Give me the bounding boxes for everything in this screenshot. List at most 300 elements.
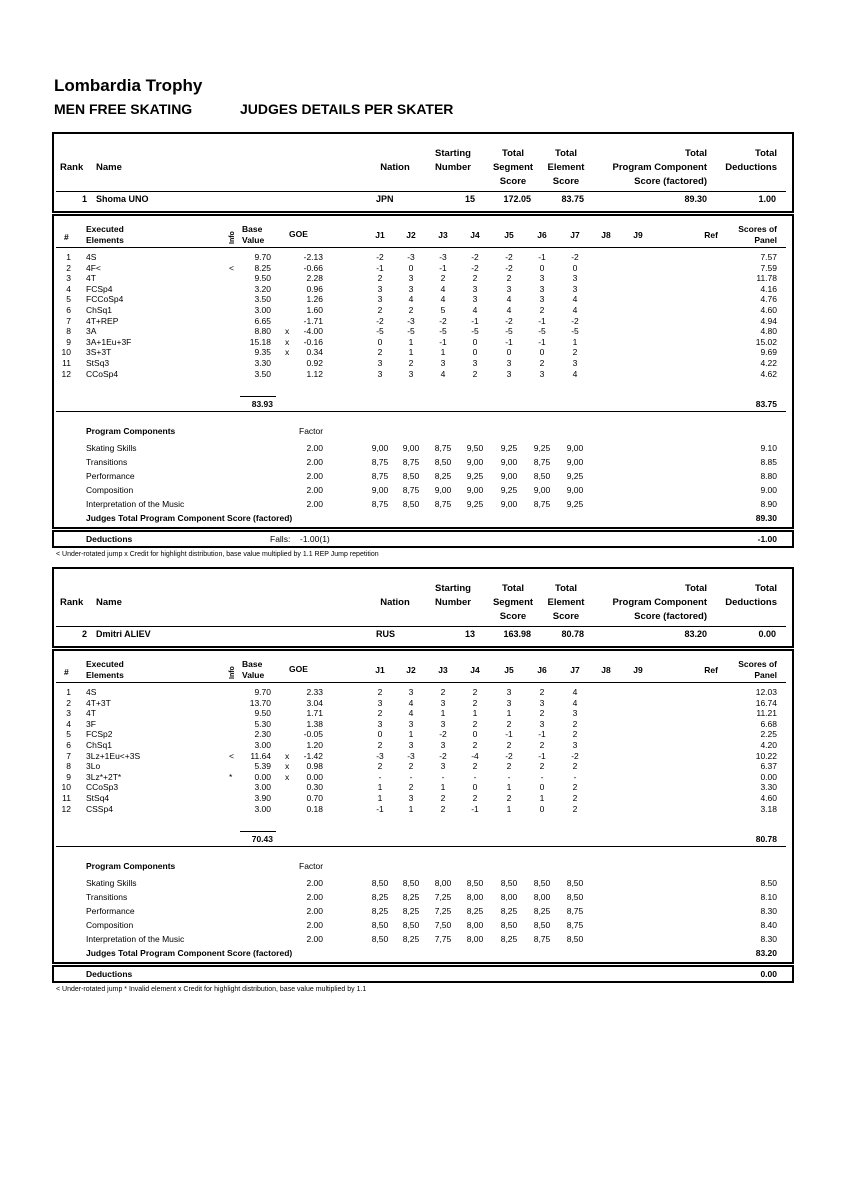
rank-label: Rank: [60, 597, 84, 608]
element-goe: 1.26: [306, 294, 323, 305]
element-panel-score: 0.00: [760, 771, 777, 782]
element-code: StSq3: [86, 358, 110, 368]
component-judge-score: 8,50: [566, 934, 584, 944]
element-base-value: 13.70: [249, 697, 271, 708]
component-factor: 2.00: [306, 920, 323, 930]
element-judge-score: -5: [376, 326, 384, 337]
divider: [240, 396, 276, 397]
component-judge-score: 8,75: [402, 457, 420, 467]
skater-nation: JPN: [376, 194, 394, 204]
col-base-label: Value: [242, 235, 265, 245]
element-code: CCoSp3: [86, 782, 119, 793]
element-judge-score: 4: [472, 305, 478, 315]
element-judge-score: 3: [408, 687, 414, 697]
element-judge-score: 4: [408, 294, 414, 305]
element-base-value: 5.30: [254, 718, 271, 729]
component-panel-score: 9.00: [760, 485, 777, 495]
skater-tes: 80.78: [561, 629, 584, 639]
component-panel-score: 8.85: [760, 457, 777, 467]
element-code: 3Lo: [86, 761, 101, 772]
component-judge-score: 8,25: [533, 906, 551, 916]
element-judge-score: 2: [572, 729, 578, 740]
element-code: 4S: [86, 687, 97, 697]
element-judge-score: 2: [440, 793, 446, 803]
element-code: FCSp2: [86, 729, 113, 740]
element-judge-score: -5: [571, 326, 579, 337]
component-judge-score: 9,00: [500, 471, 518, 481]
element-info: <: [229, 262, 234, 273]
component-judge-score: 8,50: [371, 920, 389, 930]
component-factor: 2.00: [306, 471, 323, 481]
element-judge-score: 3: [572, 283, 578, 294]
element-code: ChSq1: [86, 740, 112, 750]
element-panel-score: 4.62: [760, 368, 777, 379]
component-judge-score: 8,00: [434, 878, 452, 888]
element-judge-score: -2: [505, 252, 513, 262]
ded-label: Deductions: [725, 162, 777, 173]
component-judge-score: 9,00: [566, 443, 584, 453]
element-judge-score: 1: [408, 336, 414, 347]
component-judge-score: 9,00: [566, 457, 584, 467]
element-base-value: 3.00: [254, 803, 271, 814]
element-number: 3: [66, 708, 71, 719]
col-panel-label: Scores of: [738, 659, 777, 669]
element-judge-score: -2: [376, 315, 384, 326]
component-judge-score: 9,00: [402, 443, 420, 453]
element-judge-score: -3: [439, 252, 447, 262]
component-judge-score: 9,25: [500, 485, 518, 495]
component-judge-score: 8,25: [402, 906, 420, 916]
component-judge-score: 9,25: [466, 471, 484, 481]
element-judge-score: 0: [539, 803, 545, 814]
element-bonus-mark: x: [285, 750, 290, 761]
component-judge-score: 8,50: [402, 499, 420, 509]
element-judge-score: 2: [377, 687, 383, 697]
element-number: 8: [66, 326, 71, 337]
element-panel-score: 3.18: [760, 803, 777, 814]
element-panel-score: 3.30: [760, 782, 777, 793]
col-base-label: Base: [242, 224, 263, 234]
component-judge-score: 8,00: [500, 892, 518, 902]
element-number: 9: [66, 336, 71, 347]
element-code: 4T: [86, 273, 96, 284]
element-number: 10: [61, 782, 71, 793]
element-judge-score: -: [378, 771, 382, 782]
element-judge-score: 4: [572, 368, 578, 379]
element-judge-score: -5: [439, 326, 447, 337]
component-panel-score: 8.30: [760, 906, 777, 916]
starting-label: Starting: [435, 583, 471, 594]
element-judge-score: 0: [377, 336, 383, 347]
element-judge-score: 1: [377, 782, 383, 793]
element-judge-score: 3: [440, 358, 446, 368]
component-judge-score: 8,50: [371, 878, 389, 888]
element-judge-score: 3: [377, 358, 383, 368]
col-num-label: #: [64, 667, 69, 677]
skater-nation: RUS: [376, 629, 396, 639]
component-name: Skating Skills: [86, 443, 137, 453]
component-factor: 2.00: [306, 457, 323, 467]
component-judge-score: 8,75: [371, 499, 389, 509]
element-code: 4T: [86, 708, 96, 719]
element-code: CCoSp4: [86, 368, 119, 379]
component-judge-score: 9,00: [500, 499, 518, 509]
element-panel-score: 4.22: [760, 358, 777, 368]
element-judge-score: 1: [377, 793, 383, 803]
component-panel-score: 8.80: [760, 471, 777, 481]
element-base-value: 3.90: [254, 793, 271, 803]
factor-label: Factor: [299, 426, 324, 436]
component-judge-score: 8,50: [533, 878, 551, 888]
col-judge-label: J2: [406, 230, 416, 240]
component-factor: 2.00: [306, 892, 323, 902]
component-judge-score: 8,50: [434, 457, 452, 467]
element-base-value: 3.00: [254, 305, 271, 315]
element-judge-score: -3: [407, 750, 415, 761]
element-judge-score: 2: [408, 782, 414, 793]
element-judge-score: 2: [506, 718, 512, 729]
element-judge-score: 3: [377, 718, 383, 729]
component-judge-score: 8,00: [466, 920, 484, 930]
element-judge-score: 2: [506, 761, 512, 772]
col-info-label: Info: [229, 231, 236, 244]
col-num-label: #: [64, 232, 69, 242]
col-judge-label: J4: [470, 665, 480, 675]
element-panel-score: 11.21: [756, 708, 777, 719]
element-goe: 0.98: [306, 761, 323, 772]
element-panel-score: 7.57: [760, 252, 777, 262]
element-judge-score: 4: [572, 697, 578, 708]
element-judge-score: 4: [572, 305, 578, 315]
element-code: 4F<: [86, 262, 101, 273]
nation-label: Nation: [380, 162, 410, 173]
component-judge-score: 9,25: [466, 499, 484, 509]
pcs-panel-total: 83.20: [755, 948, 777, 958]
element-judge-score: 3: [539, 718, 545, 729]
component-judge-score: 8,75: [533, 457, 551, 467]
element-panel-score: 6.68: [760, 718, 777, 729]
element-goe: 2.28: [306, 273, 323, 284]
element-goe: 1.71: [306, 708, 323, 719]
element-code: 4T+3T: [86, 697, 111, 708]
starting-label: Number: [435, 597, 471, 608]
element-goe: 0.00: [306, 771, 323, 782]
col-judge-label: J5: [504, 665, 514, 675]
element-base-value: 9.70: [254, 252, 271, 262]
element-judge-score: 3: [572, 740, 578, 750]
component-judge-score: 8,25: [466, 906, 484, 916]
skater-pcs: 89.30: [684, 194, 707, 204]
element-judge-score: 2: [539, 740, 545, 750]
element-goe: 0.34: [306, 347, 323, 358]
element-judge-score: 4: [440, 368, 446, 379]
component-judge-score: 8,50: [466, 878, 484, 888]
element-judge-score: -1: [376, 262, 384, 273]
element-goe: -2.13: [303, 252, 323, 262]
element-judge-score: 2: [539, 708, 545, 719]
element-judge-score: 4: [440, 283, 446, 294]
col-exec-label: Elements: [86, 235, 124, 245]
judges-total-label: Judges Total Program Component Score (factored): [86, 513, 293, 523]
element-number: 4: [66, 283, 71, 294]
element-judge-score: 2: [572, 718, 578, 729]
event-title: Lombardia Trophy: [54, 76, 203, 95]
col-judge-label: J9: [633, 230, 643, 240]
element-judge-score: 0: [506, 347, 512, 358]
element-judge-score: 3: [539, 368, 545, 379]
pcs-label: Total: [685, 148, 707, 159]
element-judge-score: 5: [440, 305, 446, 315]
element-panel-score: 4.76: [760, 294, 777, 305]
component-name: Performance: [86, 906, 135, 916]
tes-label: Score: [552, 176, 580, 187]
element-judge-score: -1: [505, 729, 513, 740]
component-panel-score: 8.10: [760, 892, 777, 902]
element-panel-score: 9.69: [760, 347, 777, 358]
component-judge-score: 8,50: [402, 878, 420, 888]
element-judge-score: -: [507, 771, 511, 782]
component-judge-score: 8,50: [533, 471, 551, 481]
element-judge-score: -2: [505, 262, 513, 273]
element-panel-score: 4.60: [760, 305, 777, 315]
element-judge-score: -2: [571, 315, 579, 326]
element-goe: -0.66: [303, 262, 323, 273]
element-judge-score: 2: [472, 718, 478, 729]
element-goe: 1.12: [306, 368, 323, 379]
element-number: 11: [62, 793, 71, 803]
component-judge-score: 8,75: [566, 906, 584, 916]
name-label: Name: [96, 162, 122, 173]
element-judge-score: -1: [538, 315, 546, 326]
element-number: 2: [66, 697, 71, 708]
element-panel-score: 7.59: [760, 262, 777, 273]
component-name: Transitions: [86, 892, 128, 902]
element-base-value: 3.50: [254, 368, 271, 379]
element-number: 5: [66, 294, 71, 305]
element-panel-score: 4.60: [760, 793, 777, 803]
skater-start-number: 13: [464, 629, 475, 639]
element-judge-score: 3: [472, 294, 478, 305]
component-panel-score: 8.30: [760, 934, 777, 944]
pcs-label: Total: [685, 583, 707, 594]
element-judge-score: -4: [471, 750, 479, 761]
ded-label: Total: [755, 583, 777, 594]
component-judge-score: 8,75: [533, 934, 551, 944]
element-judge-score: 2: [539, 358, 545, 368]
element-judge-score: 3: [472, 283, 478, 294]
element-base-value: 8.80: [254, 326, 271, 337]
element-base-value: 3.50: [254, 294, 271, 305]
element-judge-score: 3: [572, 358, 578, 368]
component-judge-score: 8,00: [466, 934, 484, 944]
element-goe: -0.16: [303, 336, 323, 347]
component-judge-score: 8,75: [533, 499, 551, 509]
element-judge-score: -2: [471, 262, 479, 273]
component-name: Transitions: [86, 457, 128, 467]
element-judge-score: 2: [377, 305, 383, 315]
element-goe: 0.18: [306, 803, 323, 814]
element-judge-score: 3: [440, 761, 446, 772]
element-judge-score: 2: [572, 803, 578, 814]
ded-label: Deductions: [725, 597, 777, 608]
tes-label: Score: [552, 611, 580, 622]
element-judge-score: -2: [571, 750, 579, 761]
element-code: FCSp4: [86, 283, 113, 294]
col-judge-label: J7: [570, 665, 580, 675]
element-code: 4T+REP: [86, 315, 119, 326]
element-judge-score: 3: [408, 740, 414, 750]
component-judge-score: 8,75: [371, 457, 389, 467]
element-judge-score: -: [409, 771, 413, 782]
element-judge-score: 3: [539, 273, 545, 284]
col-judge-label: J3: [438, 230, 448, 240]
element-judge-score: 1: [506, 803, 512, 814]
element-judge-score: 0: [472, 782, 478, 793]
element-judge-score: -1: [538, 252, 546, 262]
element-judge-score: 2: [472, 697, 478, 708]
component-judge-score: 8,50: [566, 892, 584, 902]
tes-label: Total: [555, 583, 577, 594]
col-judge-label: J7: [570, 230, 580, 240]
col-judge-label: J1: [375, 665, 385, 675]
skater-pcs: 83.20: [684, 629, 707, 639]
component-judge-score: 8,25: [500, 934, 518, 944]
element-number: 11: [62, 358, 71, 368]
element-judge-score: 4: [506, 305, 512, 315]
skater-tss: 172.05: [503, 194, 531, 204]
element-judge-score: 2: [506, 740, 512, 750]
element-judge-score: 1: [408, 729, 414, 740]
element-goe: 3.04: [306, 697, 323, 708]
component-judge-score: 8,50: [371, 934, 389, 944]
element-panel-score: 16.74: [755, 697, 777, 708]
element-code: CSSp4: [86, 803, 113, 814]
component-judge-score: 8,50: [500, 878, 518, 888]
col-panel-label: Scores of: [738, 224, 777, 234]
component-judge-score: 8,25: [371, 906, 389, 916]
component-judge-score: 9,00: [533, 485, 551, 495]
element-judge-score: -5: [505, 326, 513, 337]
element-judge-score: -5: [538, 326, 546, 337]
divider: [240, 831, 276, 832]
element-code: 3A: [86, 326, 97, 337]
element-judge-score: 4: [572, 687, 578, 697]
element-judge-score: -1: [538, 750, 546, 761]
element-judge-score: 0: [472, 347, 478, 358]
pcs-panel-total: 89.30: [755, 513, 777, 523]
judges-total-label: Judges Total Program Component Score (factored): [86, 948, 293, 958]
element-goe: 0.70: [306, 793, 323, 803]
col-ref-label: Ref: [704, 230, 718, 240]
element-judge-score: 1: [408, 803, 414, 814]
element-judge-score: 3: [506, 687, 512, 697]
element-judge-score: 2: [539, 761, 545, 772]
col-judge-label: J4: [470, 230, 480, 240]
divider: [56, 626, 786, 627]
col-judge-label: J9: [633, 665, 643, 675]
element-number: 2: [66, 262, 71, 273]
element-judge-score: 3: [506, 358, 512, 368]
col-judge-label: J1: [375, 230, 385, 240]
element-base-value: 0.00: [254, 771, 271, 782]
ded-label: Total: [755, 148, 777, 159]
tes-label: Element: [547, 162, 585, 173]
element-judge-score: 3: [377, 368, 383, 379]
element-judge-score: 0: [408, 262, 414, 273]
col-info-label: Info: [229, 666, 236, 679]
footnote: < Under-rotated jump x Credit for highlight distribution, base value multiplied by 1.1 REP Jump repetition: [56, 551, 379, 558]
element-judge-score: 1: [440, 347, 446, 358]
element-judge-score: 2: [472, 740, 478, 750]
element-code: StSq4: [86, 793, 110, 803]
component-factor: 2.00: [306, 485, 323, 495]
component-judge-score: 8,75: [434, 499, 452, 509]
element-goe: 1.20: [306, 740, 323, 750]
col-judge-label: J2: [406, 665, 416, 675]
pcs-label: Score (factored): [634, 611, 707, 622]
component-judge-score: 9,00: [500, 457, 518, 467]
element-judge-score: 2: [539, 687, 545, 697]
element-judge-score: 2: [572, 782, 578, 793]
tss-label: Segment: [492, 597, 534, 608]
component-judge-score: 8,25: [500, 906, 518, 916]
element-judge-score: 1: [408, 347, 414, 358]
element-judge-score: -1: [538, 336, 546, 347]
element-bonus-mark: x: [285, 761, 290, 772]
element-judge-score: -1: [471, 803, 479, 814]
element-number: 4: [66, 718, 71, 729]
element-judge-score: -2: [439, 729, 447, 740]
element-goe: 2.33: [306, 687, 323, 697]
tes-panel-total: 80.78: [755, 834, 777, 844]
element-judge-score: 0: [472, 336, 478, 347]
element-panel-score: 4.16: [760, 283, 777, 294]
col-judge-label: J5: [504, 230, 514, 240]
element-goe: -4.00: [303, 326, 323, 337]
element-base-value: 5.39: [254, 761, 271, 772]
element-judge-score: -2: [471, 252, 479, 262]
rank-label: Rank: [60, 162, 84, 173]
element-info: <: [229, 750, 234, 761]
col-base-label: Base: [242, 659, 263, 669]
col-goe-label: GOE: [289, 229, 308, 239]
element-code: 3Lz+1Eu<+3S: [86, 750, 141, 761]
element-judge-score: 0: [539, 262, 545, 273]
element-number: 1: [66, 252, 71, 262]
col-exec-label: Executed: [86, 659, 124, 669]
element-judge-score: 2: [440, 687, 446, 697]
skater-rank: 2: [82, 629, 88, 639]
component-judge-score: 8,75: [566, 920, 584, 930]
element-number: 3: [66, 273, 71, 284]
element-judge-score: -1: [439, 262, 447, 273]
element-goe: -1.71: [303, 315, 323, 326]
base-value-total: 83.93: [251, 399, 273, 409]
element-judge-score: 0: [539, 347, 545, 358]
component-factor: 2.00: [306, 443, 323, 453]
element-bonus-mark: x: [285, 336, 290, 347]
component-judge-score: 8,25: [402, 892, 420, 902]
component-judge-score: 7,25: [434, 906, 452, 916]
element-number: 5: [66, 729, 71, 740]
component-judge-score: 9,00: [371, 443, 389, 453]
element-base-value: 3.00: [254, 782, 271, 793]
element-judge-score: 2: [408, 761, 414, 772]
element-judge-score: 2: [539, 305, 545, 315]
element-judge-score: -2: [439, 750, 447, 761]
tes-label: Total: [555, 148, 577, 159]
base-value-total: 70.43: [251, 834, 273, 844]
